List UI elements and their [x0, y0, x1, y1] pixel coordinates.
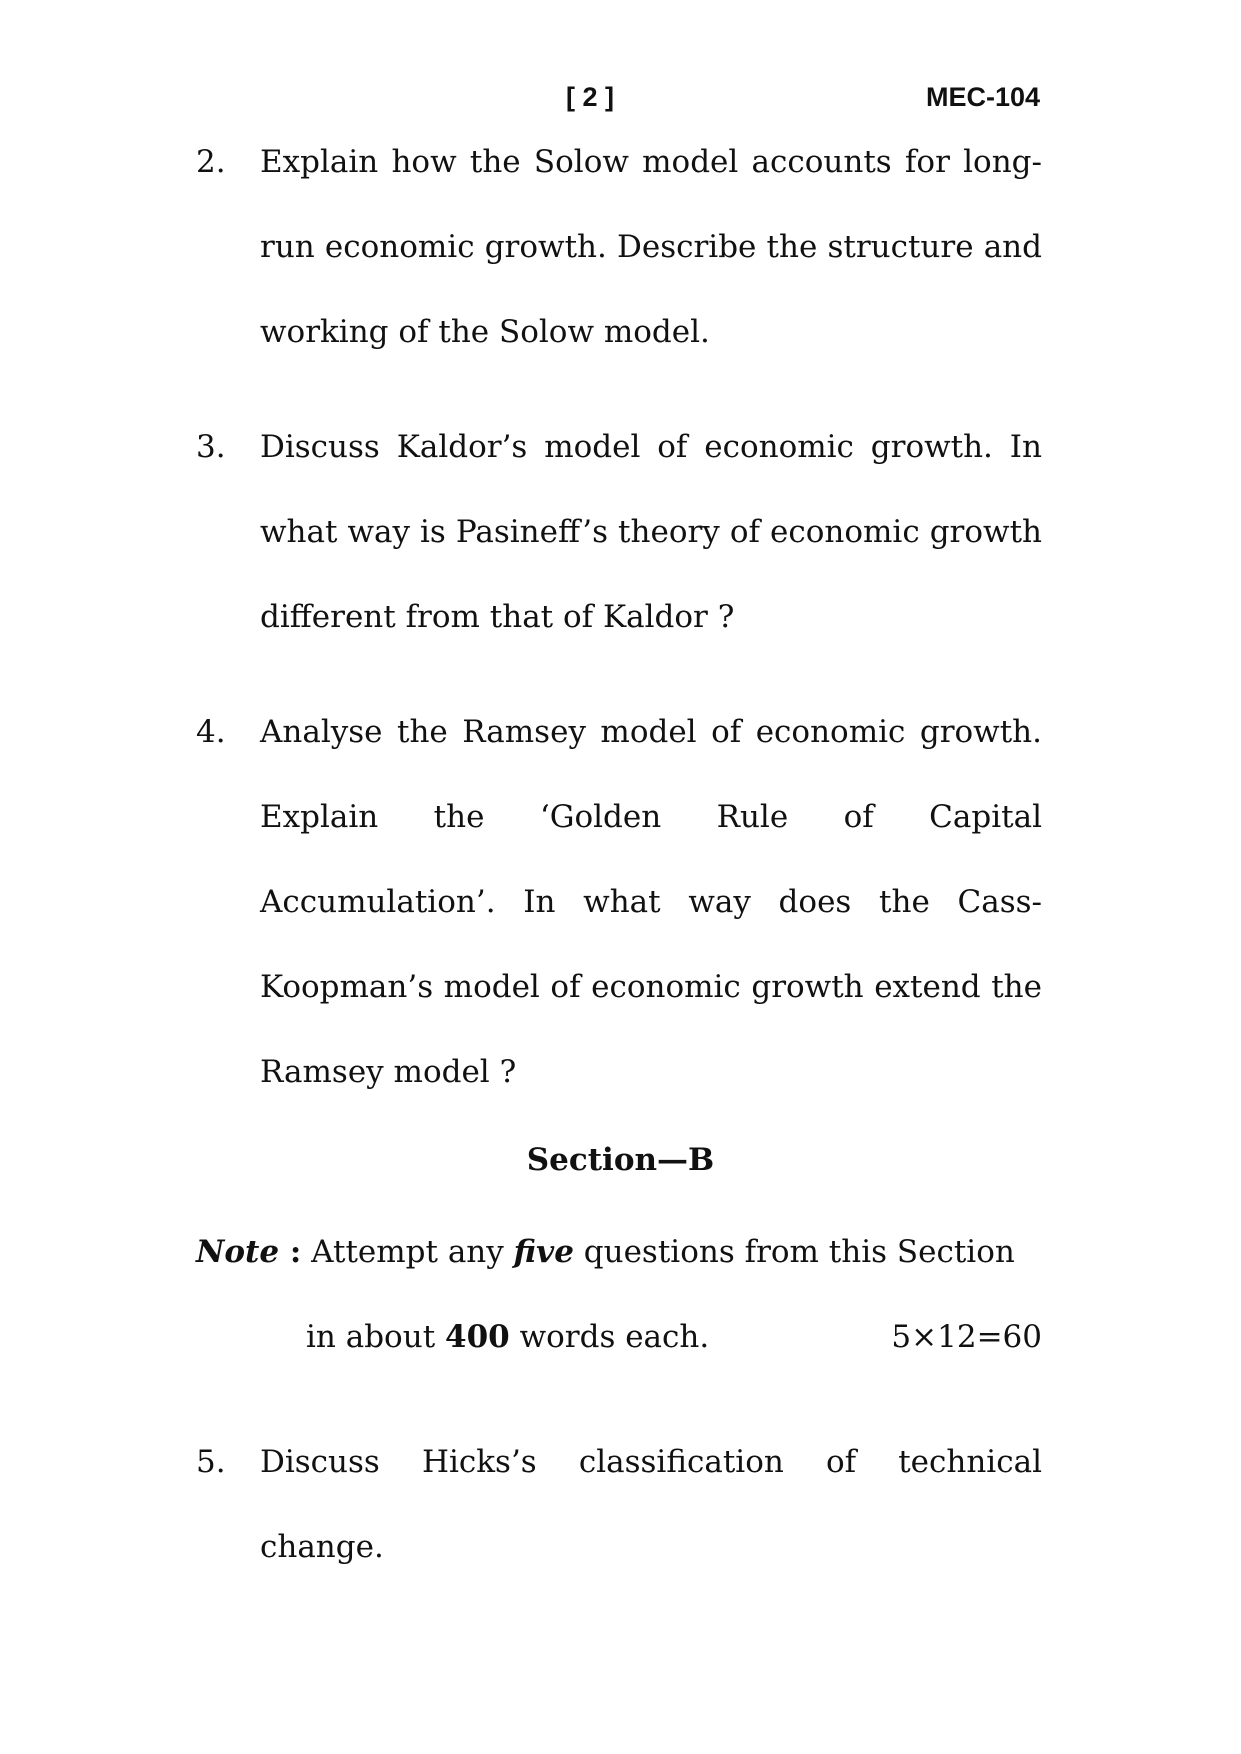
question-number: 2.	[196, 144, 226, 180]
course-code: MEC-104	[925, 82, 1040, 112]
note-label: Note	[196, 1234, 280, 1270]
question-number: 5.	[196, 1444, 226, 1480]
question-3	[196, 405, 1042, 660]
note-line-2	[306, 1295, 1042, 1380]
note-text-after: questions from this Section	[573, 1234, 1015, 1270]
question-number: 4.	[196, 714, 226, 750]
page-number: [ 2 ]	[566, 82, 615, 112]
question-5	[196, 1420, 1042, 1590]
note-emphasis: five	[513, 1234, 574, 1270]
question-text: Analyse the Ramsey model of economic growth. Explain the ‘Golden Rule of Capital Accumulation’. In what way does the Cass-Koopman’s model of economic growth extend the Ramsey model ?	[260, 714, 1042, 1090]
question-2	[196, 120, 1042, 375]
question-text: Discuss Kaldor’s model of economic growth. In what way is Pasineff’s theory of economic growth different from that of Kaldor ?	[260, 429, 1042, 635]
marks-allocation: 5×12=60	[891, 1319, 1042, 1355]
question-number: 3.	[196, 429, 226, 465]
note-word-count: 400	[445, 1319, 510, 1355]
section-title: Section—B	[526, 1142, 715, 1178]
note-line2-after: words each.	[509, 1319, 710, 1355]
note-line-1	[196, 1210, 1042, 1295]
note-text-before: Attempt any	[311, 1234, 514, 1270]
note-line2-before: in about	[306, 1319, 446, 1355]
note-colon: :	[279, 1234, 302, 1270]
question-4	[196, 690, 1042, 1115]
section-note	[196, 1210, 1042, 1380]
question-text: Discuss Hicks’s classification of technical change.	[260, 1444, 1042, 1565]
page-header	[0, 82, 1241, 122]
question-text: Explain how the Solow model accounts for long-run economic growth. Describe the structure and working of the Solow model.	[260, 144, 1042, 350]
